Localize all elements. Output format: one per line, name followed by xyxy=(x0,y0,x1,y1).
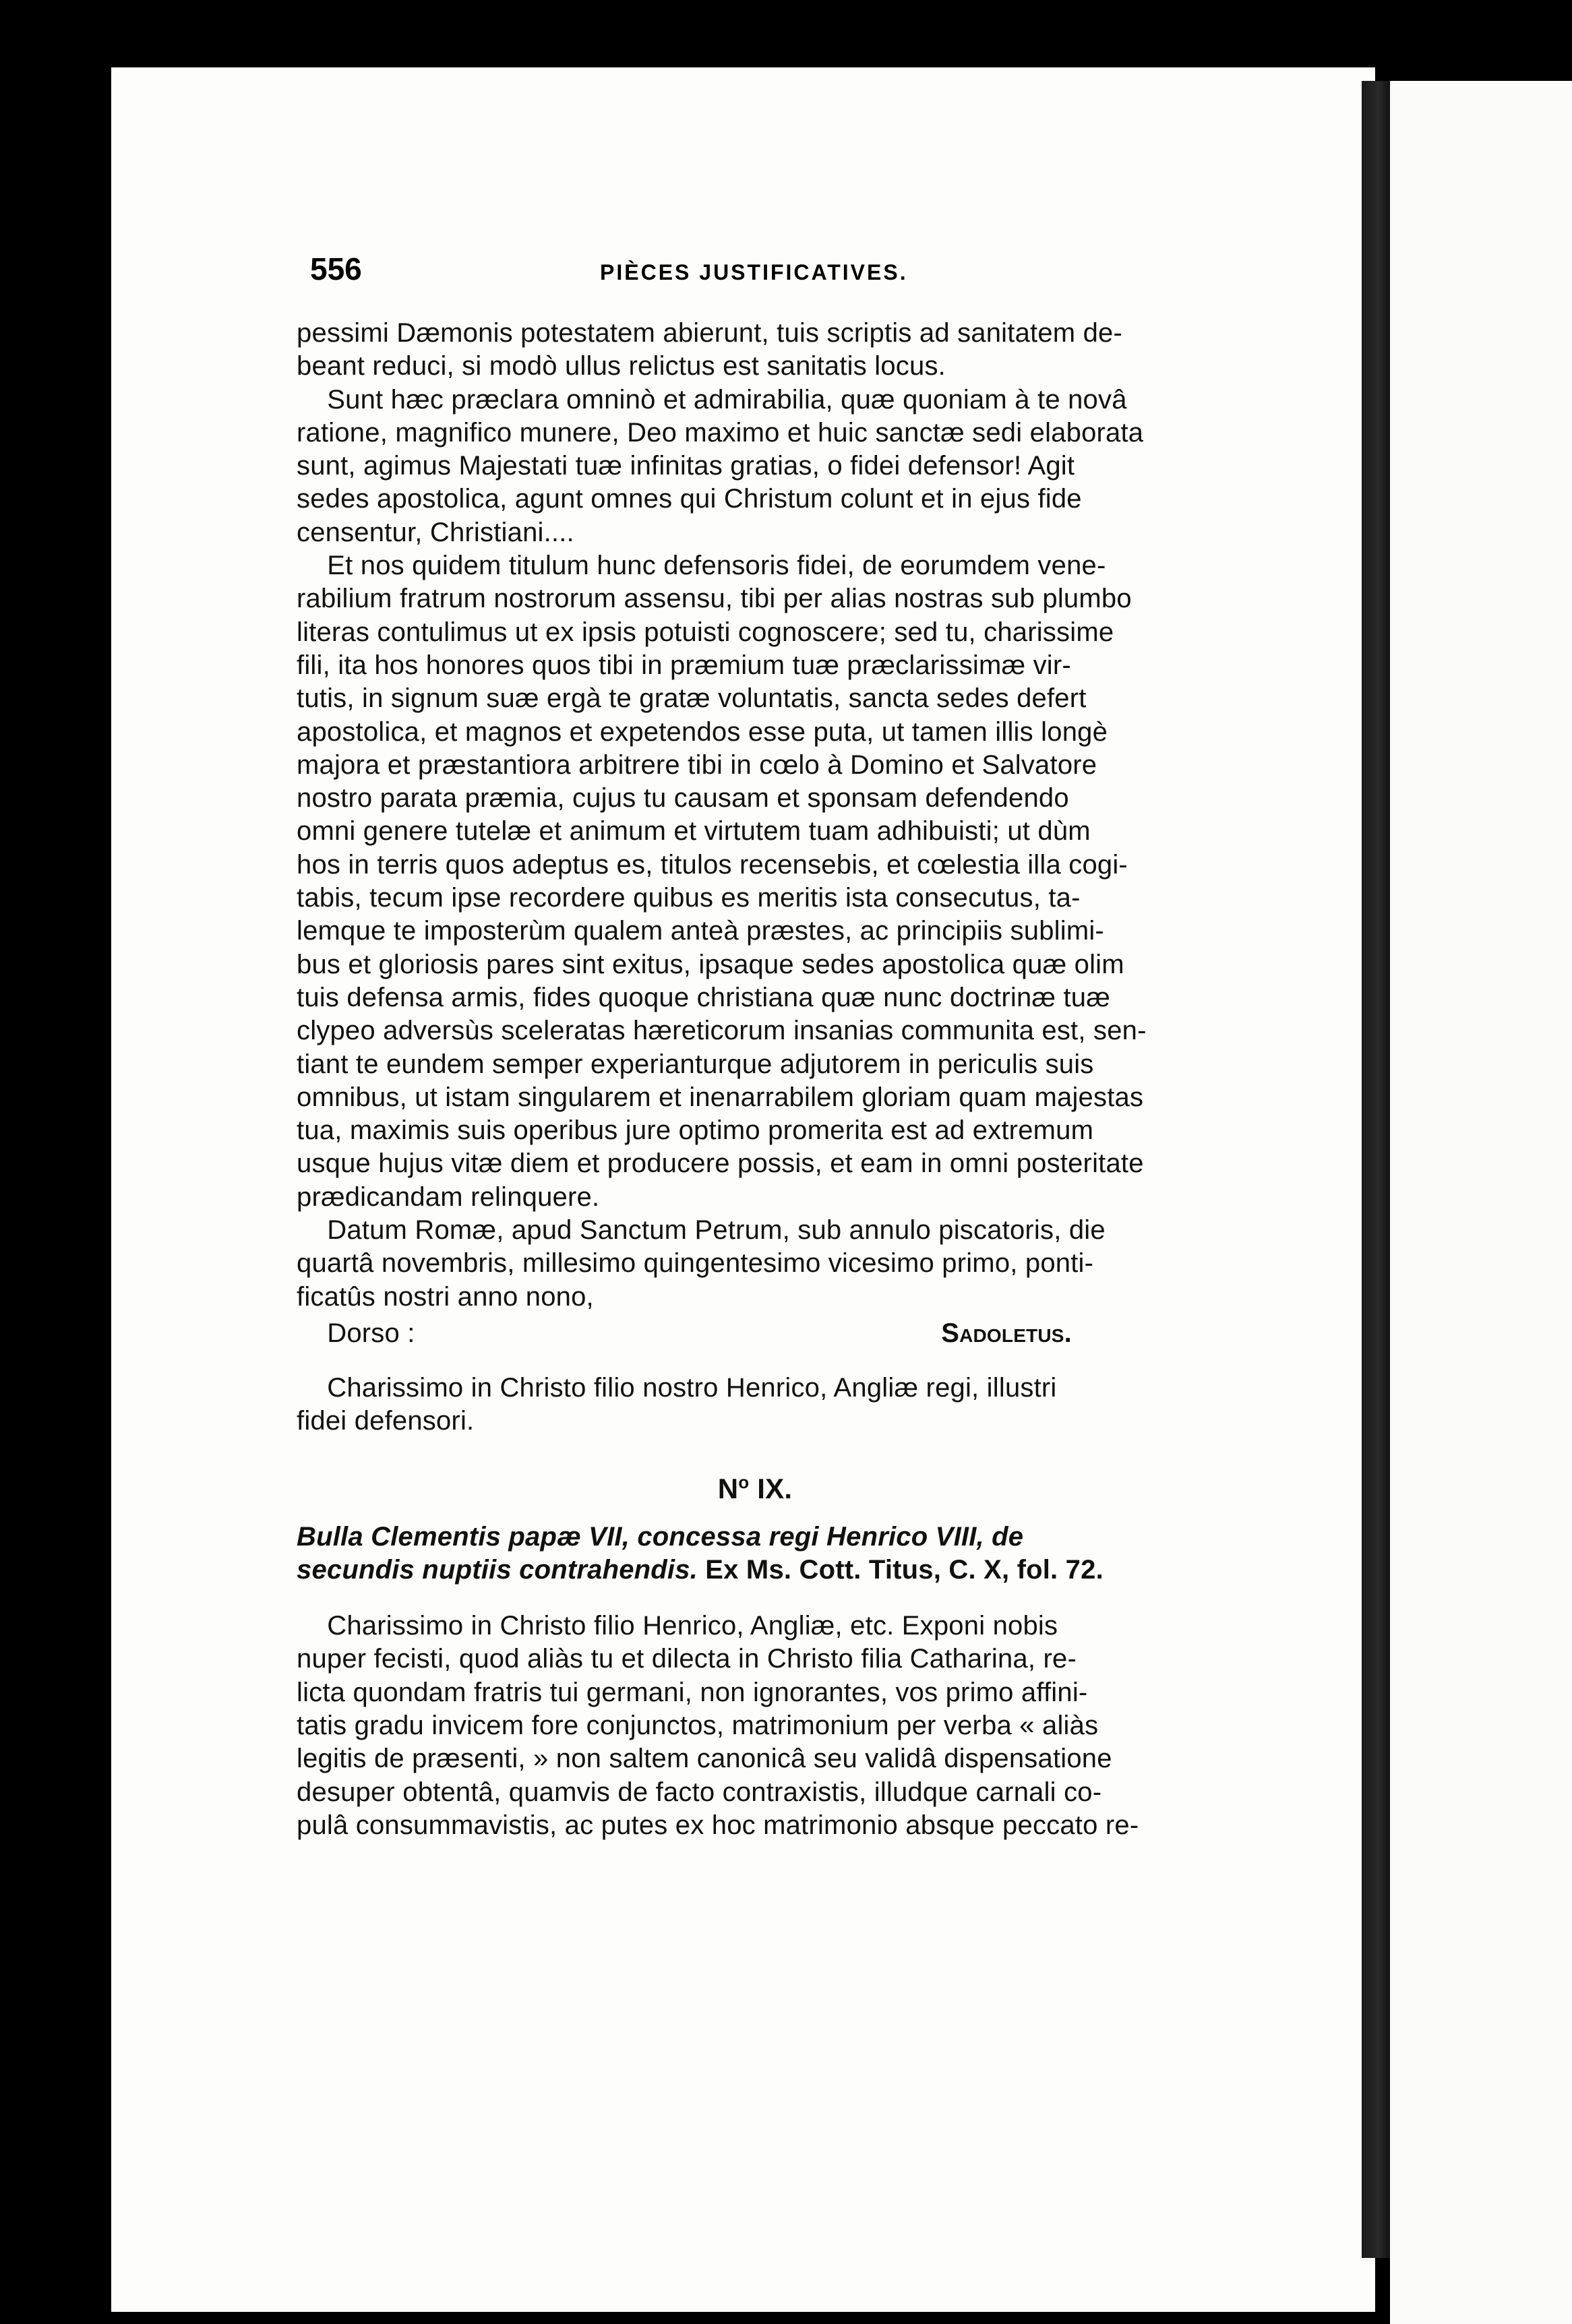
text-line: censentur, Christiani.... xyxy=(297,517,574,547)
text-line: bus et gloriosis pares sint exitus, ipsaque sedes apostolica quæ olim xyxy=(297,949,1124,979)
text-line: pulâ consummavistis, ac putes ex hoc matrimonio absque peccato re- xyxy=(297,1810,1139,1840)
address-block xyxy=(297,1372,1213,1438)
page-number: 556 xyxy=(310,251,362,286)
text-line: legitis de præsenti, » non saltem canonicâ seu validâ dispensatione xyxy=(297,1744,1112,1774)
page-text xyxy=(297,317,1213,1842)
text-line: pessimi Dæmonis potestatem abierunt, tuis scriptis ad sanitatem de- xyxy=(297,318,1123,348)
text-line: licta quondam fratris tui germani, non ignorantes, vos primo affini- xyxy=(297,1677,1088,1707)
text-line: Charissimo in Christo filio nostro Henrico, Angliæ regi, illustri xyxy=(297,1372,1057,1403)
dorso-label: Dorso : xyxy=(297,1318,415,1349)
text-line: tutis, in signum suæ ergà te gratæ voluntatis, sancta sedes defert xyxy=(297,683,1087,714)
text-line: sunt, agimus Majestati tuæ infinitas gratias, o fidei defensor! Agit xyxy=(297,451,1075,481)
text-line: apostolica, et magnos et expetendos esse puta, ut tamen illis longè xyxy=(297,716,1108,747)
text-line: tatis gradu invicem fore conjunctos, matrimonium per verba « aliàs xyxy=(297,1710,1099,1740)
adjacent-page-edge xyxy=(1390,81,1572,2324)
bulla-title-line-1: Bulla Clementis papæ VII, concessa regi Henrico VIII, de xyxy=(297,1521,1024,1552)
text-line: Datum Romæ, apud Sanctum Petrum, sub annulo piscatoris, die xyxy=(297,1215,1106,1246)
text-line: usque hujus vitæ diem et producere possis, et eam in omni posteritate xyxy=(297,1149,1144,1179)
text-line: fidei defensori. xyxy=(297,1406,475,1436)
text-line: majora et præstantiora arbitrere tibi in cœlo à Domino et Salvatore xyxy=(297,750,1097,780)
text-line: nostro parata præmia, cujus tu causam et sponsam defendendo xyxy=(297,783,1069,814)
text-line: clypeo adversùs sceleratas hæreticorum insanias communita est, sen- xyxy=(297,1016,1147,1046)
text-line: omni genere tutelæ et animum et virtutem tuam adhibuisti; ut dùm xyxy=(297,816,1091,847)
text-line: omnibus, ut istam singularem et inenarrabilem gloriam quam majestas xyxy=(297,1082,1144,1112)
bulla-title-line-2: secundis nuptiis contrahendis. Ex Ms. Cott. Titus, C. X, fol. 72. xyxy=(297,1554,1104,1585)
text-line: Et nos quidem titulum hunc defensoris fidei, de eorumdem vene- xyxy=(297,551,1106,581)
text-line: tua, maximis suis operibus jure optimo promerita est ad extremum xyxy=(297,1115,1094,1146)
signoff-line xyxy=(297,1314,1213,1354)
text-line: fili, ita hos honores quos tibi in præmium tuæ præclarissimæ vir- xyxy=(297,650,1071,680)
text-line: hos in terris quos adeptus es, titulos recensebis, et cœlestia illa cogi- xyxy=(297,849,1128,880)
text-line: Charissimo in Christo filio Henrico, Angliæ, etc. Exponi nobis xyxy=(297,1611,1058,1641)
text-line: literas contulimus ut ex ipsis potuisti cognoscere; sed tu, charissime xyxy=(297,617,1114,647)
running-head: PIÈCES JUSTIFICATIVES. xyxy=(600,260,908,284)
text-line: rabilium fratrum nostrorum assensu, tibi per alias nostras sub plumbo xyxy=(297,584,1132,614)
text-line: tabis, tecum ipse recordere quibus es meritis ista consecutus, ta- xyxy=(297,883,1081,913)
text-line: nuper fecisti, quod aliàs tu et dilecta in Christo filia Catharina, re- xyxy=(297,1644,1077,1674)
text-line: tuis defensa armis, fides quoque christiana quæ nunc doctrinæ tuæ xyxy=(297,982,1111,1012)
text-line: sedes apostolica, agunt omnes qui Christum colunt et in ejus fide xyxy=(297,484,1082,514)
page-header xyxy=(310,251,1220,291)
bulla-body xyxy=(297,1610,1213,1842)
text-line: quartâ novembris, millesimo quingentesimo vicesimo primo, ponti- xyxy=(297,1248,1094,1279)
text-line: tiant te eundem semper experianturque adjutorem in periculis suis xyxy=(297,1049,1094,1079)
text-line: ficatûs nostri anno nono, xyxy=(297,1281,594,1312)
book-gutter xyxy=(1362,81,1390,2258)
letter-body xyxy=(297,317,1213,1314)
text-line: desuper obtentâ, quamvis de facto contraxistis, illudque carnali co- xyxy=(297,1777,1102,1807)
text-line: prædicandam relinquere. xyxy=(297,1182,600,1212)
text-line: Sunt hæc præclara omninò et admirabilia, quæ quoniam à te novâ xyxy=(297,384,1127,415)
text-line: ratione, magnifico munere, Deo maximo et huic sanctæ sedi elaborata xyxy=(297,417,1144,448)
text-line: lemque te imposterùm qualem anteà præstes, ac principiis sublimi- xyxy=(297,916,1104,946)
text-line: beant reduci, si modò ullus relictus est sanitatis locus. xyxy=(297,351,946,381)
signature: Sadoletus. xyxy=(941,1318,1072,1349)
section-heading: $N^o$ IX. xyxy=(717,1471,793,1504)
